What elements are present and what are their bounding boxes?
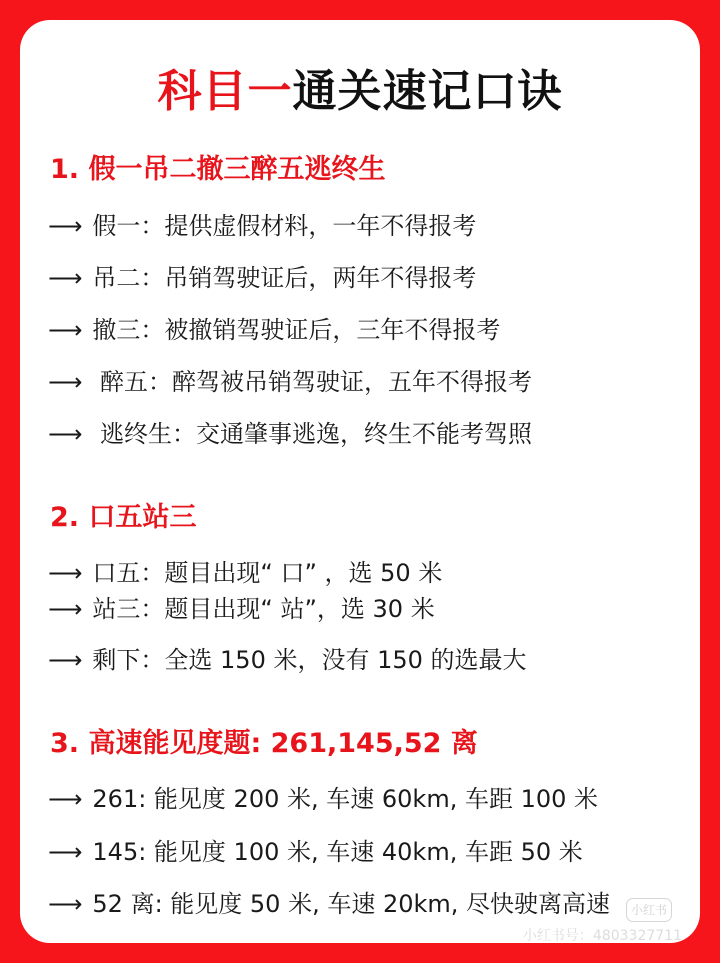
section-heading-3: 3. 高速能见度题: 261,145,52 离 — [50, 728, 478, 759]
rule-line — [48, 366, 532, 398]
arrow-icon: ⟶ — [48, 890, 83, 918]
arrow-icon: ⟶ — [48, 559, 83, 587]
rule-line — [48, 557, 442, 589]
arrow-icon: ⟶ — [48, 264, 83, 292]
rule-line — [48, 210, 476, 242]
rule-text: 假一：提供虚假材料，一年不得报考 — [92, 212, 477, 240]
title-rest: 通关速记口诀 — [292, 66, 563, 117]
watermark-logo: 小红书 — [626, 898, 672, 922]
rule-text: 52 离: 能见度 50 米, 车速 20km, 尽快驶离高速 — [92, 890, 611, 918]
rule-text: 145: 能见度 100 米, 车速 40km, 车距 50 米 — [92, 838, 583, 866]
title-accent: 科目一 — [157, 66, 293, 117]
rule-line — [48, 418, 532, 450]
rule-text: 261: 能见度 200 米, 车速 60km, 车距 100 米 — [92, 785, 599, 813]
rule-text: 站三：题目出现“ 站”，选 30 米 — [92, 595, 435, 623]
arrow-icon: ⟶ — [48, 368, 83, 396]
page-title — [20, 62, 700, 122]
rule-text: 撤三：被撤销驾驶证后，三年不得报考 — [92, 316, 501, 344]
section-heading-1: 1. 假一吊二撤三醉五逃终生 — [50, 154, 386, 185]
rule-line — [48, 314, 500, 346]
rule-text: 剩下：全选 150 米，没有 150 的选最大 — [92, 646, 527, 674]
rule-text: 逃终生：交通肇事逃逸，终生不能考驾照 — [92, 420, 533, 448]
arrow-icon: ⟶ — [48, 420, 83, 448]
arrow-icon: ⟶ — [48, 595, 83, 623]
arrow-icon: ⟶ — [48, 212, 83, 240]
rule-text: 吊二：吊销驾驶证后，两年不得报考 — [92, 264, 477, 292]
arrow-icon: ⟶ — [48, 785, 83, 813]
section-heading-2: 2. 口五站三 — [50, 502, 197, 533]
rule-line — [48, 593, 435, 625]
rule-text: 醉五：醉驾被吊销驾驶证，五年不得报考 — [92, 368, 533, 396]
arrow-icon: ⟶ — [48, 838, 83, 866]
arrow-icon: ⟶ — [48, 316, 83, 344]
rule-line — [48, 888, 610, 920]
watermark-id: 小红书号：4803327711 — [522, 928, 682, 943]
content-card — [20, 20, 700, 943]
rule-line — [48, 644, 527, 676]
rule-line — [48, 262, 476, 294]
rule-line — [48, 836, 583, 868]
rule-line — [48, 783, 598, 815]
arrow-icon: ⟶ — [48, 646, 83, 674]
rule-text: 口五：题目出现“ 口” ，选 50 米 — [92, 559, 443, 587]
